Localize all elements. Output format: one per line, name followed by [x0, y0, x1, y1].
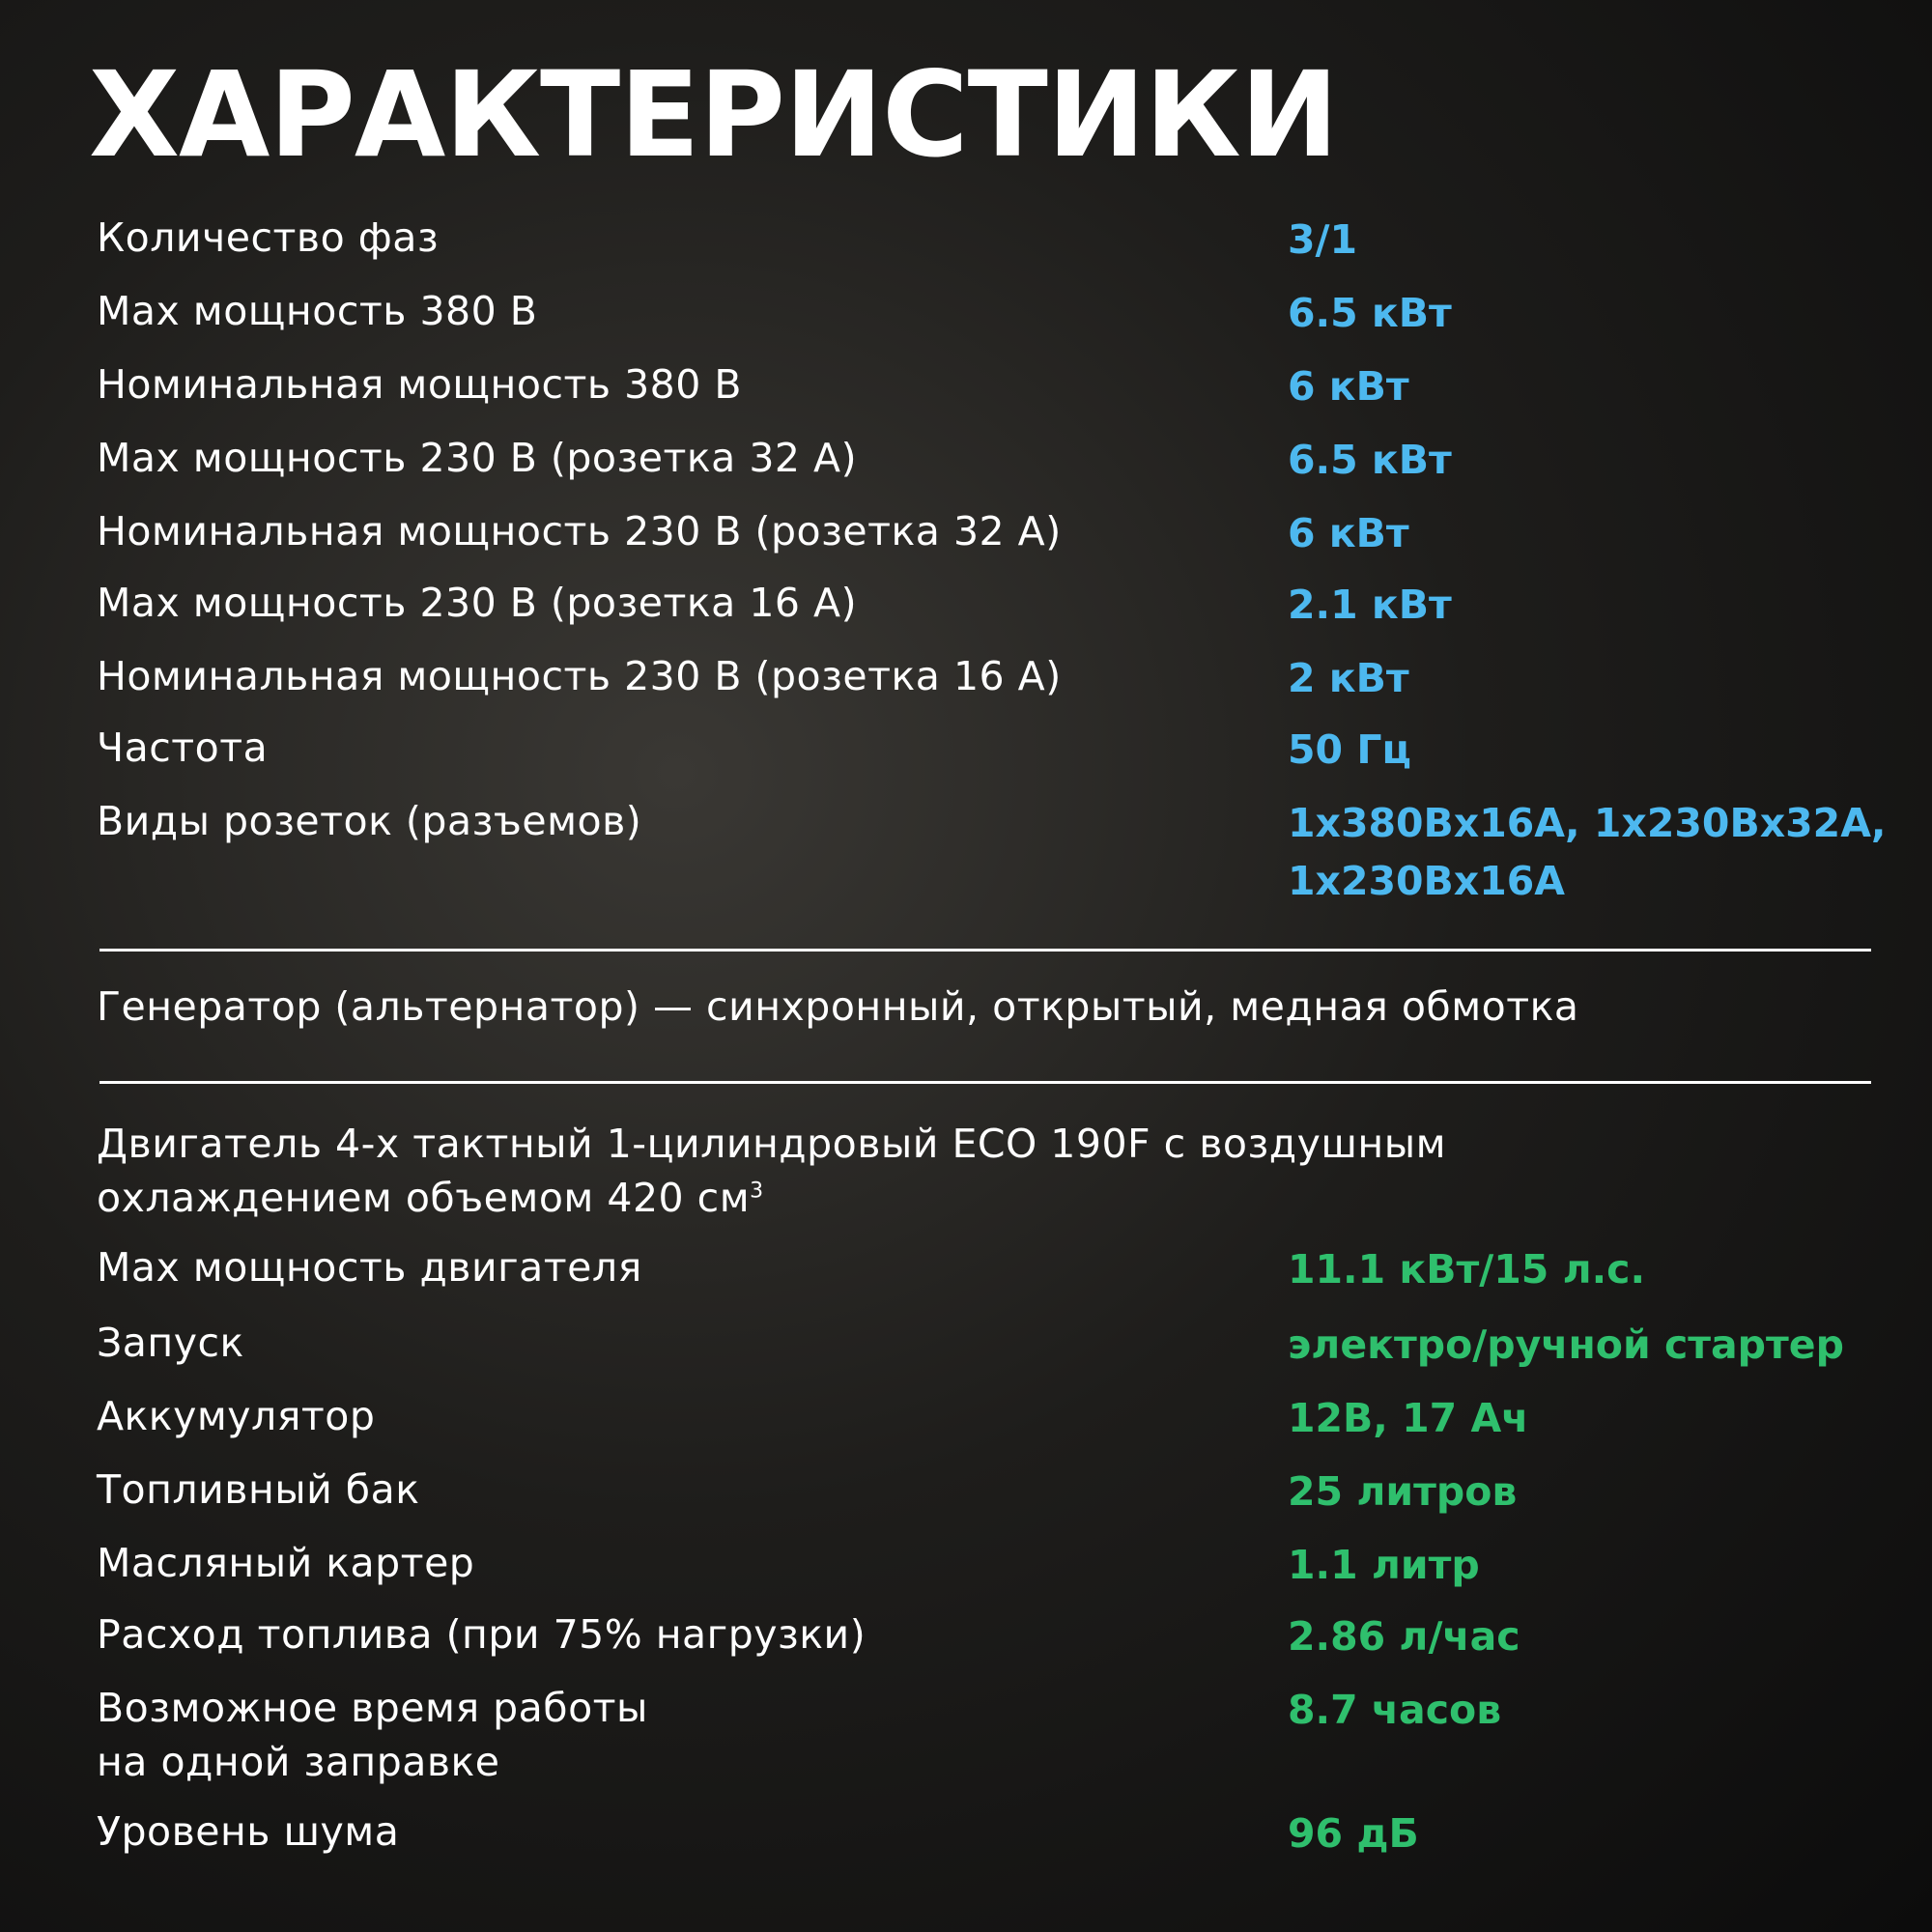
spec-label: Количество фаз — [97, 214, 440, 261]
spec-value: 6 кВт — [1288, 510, 1409, 556]
spec-value: 6.5 кВт — [1288, 290, 1452, 336]
spec-label: Аккумулятор — [97, 1393, 376, 1439]
spec-value: 50 Гц — [1288, 726, 1411, 773]
spec-value: 1.1 литр — [1288, 1542, 1480, 1588]
spec-label: Расход топлива (при 75% нагрузки) — [97, 1611, 867, 1658]
spec-value: 12В, 17 Ач — [1288, 1395, 1529, 1441]
spec-value: 96 дБ — [1288, 1810, 1419, 1857]
generator-note: Генератор (альтернатор) — синхронный, открытый, медная обмотка — [97, 983, 1579, 1030]
page-title: ХАРАКТЕРИСТИКИ — [89, 46, 1338, 184]
engine-note-superscript: 3 — [750, 1179, 764, 1204]
spec-label: Частота — [97, 724, 269, 771]
spec-value: 1х380Вх16А, 1х230Вх32А, 1х230Вх16А — [1288, 800, 1887, 904]
spec-label: Max мощность 230 В (розетка 16 А) — [97, 580, 858, 626]
spec-label: Номинальная мощность 230 В (розетка 32 А) — [97, 508, 1062, 554]
spec-label: Топливный бак — [97, 1466, 420, 1513]
spec-label: Номинальная мощность 230 В (розетка 16 А) — [97, 653, 1062, 699]
spec-value: 25 литров — [1288, 1468, 1518, 1515]
spec-value: 2.86 л/час — [1288, 1613, 1520, 1660]
engine-note — [97, 1117, 1884, 1225]
divider — [99, 1081, 1871, 1084]
spec-value: 8.7 часов — [1288, 1687, 1502, 1733]
engine-note-line2-text: охлаждением объемом 420 см — [97, 1175, 751, 1221]
spec-label: Возможное время работы на одной заправке — [97, 1685, 648, 1785]
divider — [99, 949, 1871, 952]
spec-value: 11.1 кВт/15 л.с. — [1288, 1246, 1646, 1293]
spec-label: Уровень шума — [97, 1808, 400, 1855]
spec-value: 6 кВт — [1288, 363, 1409, 410]
spec-label: Max мощность 230 В (розетка 32 А) — [97, 435, 858, 481]
spec-value: 3/1 — [1288, 216, 1358, 263]
spec-label: Max мощность двигателя — [97, 1244, 642, 1291]
spec-label: Запуск — [97, 1320, 244, 1366]
spec-value: электро/ручной стартер — [1288, 1321, 1844, 1368]
spec-label: Номинальная мощность 380 В — [97, 361, 742, 408]
spec-value: 2 кВт — [1288, 655, 1409, 701]
spec-value: 2.1 кВт — [1288, 582, 1452, 628]
spec-label: Виды розеток (разъемов) — [97, 798, 642, 844]
spec-label: Max мощность 380 В — [97, 288, 538, 334]
spec-value: 6.5 кВт — [1288, 437, 1452, 483]
spec-label: Масляный картер — [97, 1540, 475, 1586]
engine-note-line1: Двигатель 4-х тактный 1-цилиндровый ECO 190F с воздушным — [97, 1121, 1447, 1167]
engine-note-line2 — [97, 1171, 1884, 1225]
